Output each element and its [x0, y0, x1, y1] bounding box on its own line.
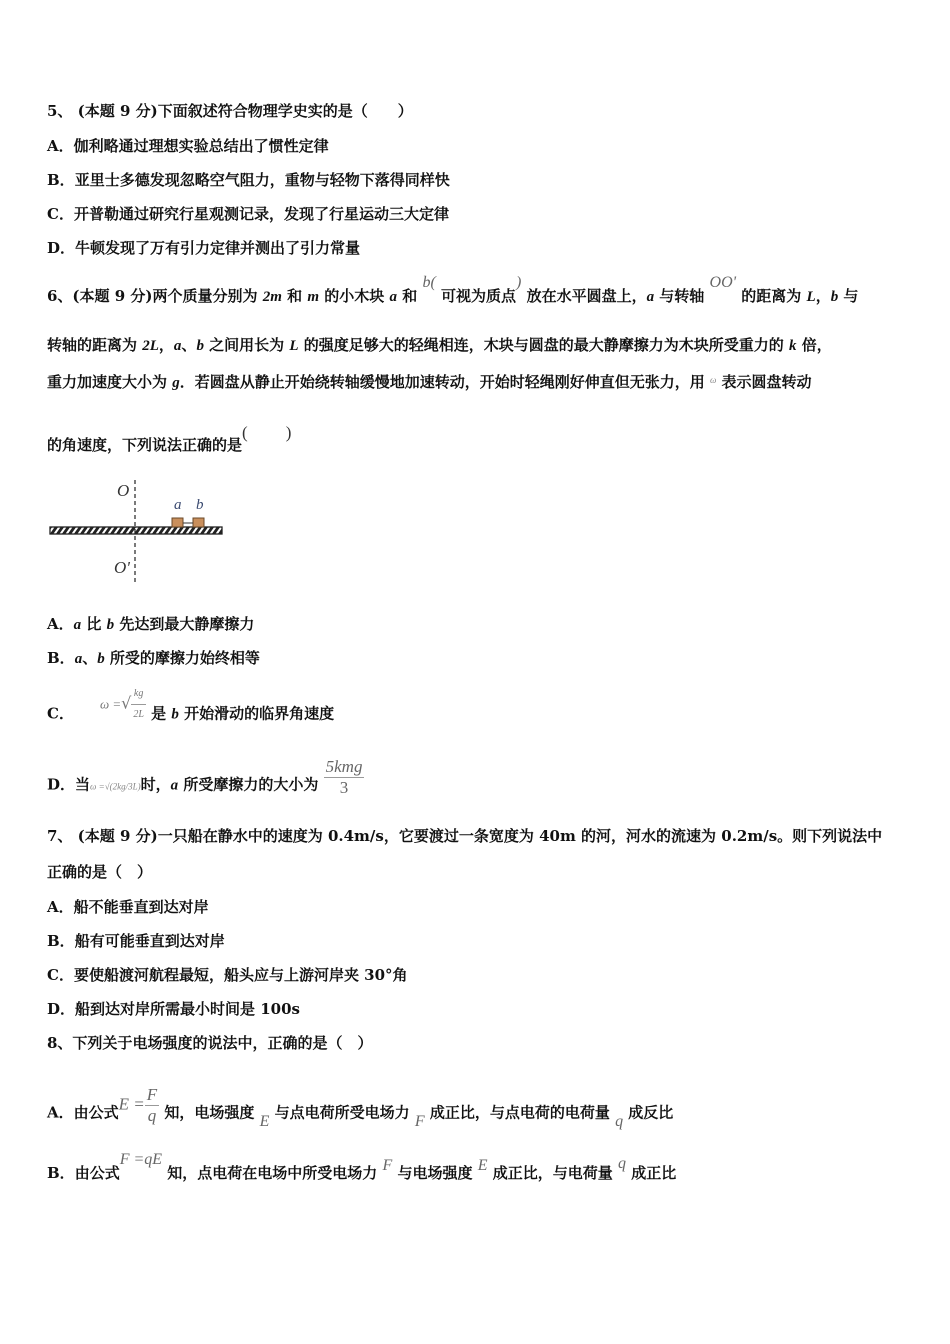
axis-label-o-prime: O'	[114, 558, 130, 577]
text: 成反比	[623, 1103, 674, 1122]
var-F: F	[414, 1112, 425, 1130]
q5-option-c	[47, 204, 449, 224]
option-label: C．	[47, 205, 74, 223]
denominator: 2L	[133, 709, 144, 720]
text: ，	[815, 287, 831, 305]
formula-lhs: E =	[118, 1094, 145, 1114]
formula-fraction	[131, 684, 146, 725]
q8-option-a	[47, 1085, 674, 1134]
var-q: q	[617, 1155, 626, 1172]
text: 成正比	[625, 1164, 677, 1182]
formula-f-equals-qe: F =qE	[119, 1151, 163, 1168]
q6-stem-line4	[47, 423, 292, 455]
q6-stem-line1	[47, 274, 859, 307]
var-b: b	[196, 338, 204, 354]
var-a: a	[73, 617, 82, 633]
math-paren: )	[516, 274, 522, 291]
text: 和	[397, 287, 423, 305]
option-label: B．	[47, 649, 75, 667]
text: 所受摩擦力的大小为	[178, 775, 324, 794]
fraction-5kmg-over-3	[324, 757, 365, 798]
option-label: A．	[47, 137, 74, 155]
var-L: L	[289, 338, 299, 354]
numerator: kg	[131, 684, 146, 705]
var-2m: 2m	[262, 289, 282, 305]
text: 成正比，与点电荷的电荷量	[424, 1103, 616, 1122]
text: 6、(本题 9 分)两个质量分别为	[47, 287, 263, 305]
option-text: 牛顿发现了万有引力定律并测出了引力常量	[75, 239, 361, 257]
q5-option-b	[47, 170, 450, 190]
text: 是	[145, 704, 172, 723]
var-F: F	[382, 1157, 393, 1174]
turntable-diagram	[47, 478, 227, 588]
text: 的距离为	[736, 287, 807, 305]
text: 所受的摩擦力始终相等	[104, 649, 260, 667]
var-a: a	[173, 338, 182, 354]
math-b-paren: b(	[422, 274, 436, 291]
text: 成正比，与电荷量	[487, 1164, 618, 1182]
q7-option-a	[47, 897, 209, 917]
option-label: B．	[47, 1164, 75, 1182]
text: 与转轴	[654, 287, 710, 305]
option-text: 亚里士多德发现忽略空气阻力，重物与轻物下落得同样快	[74, 171, 450, 189]
q6-option-c	[47, 688, 335, 735]
q6-stem-line3	[47, 372, 812, 394]
text: 比	[81, 615, 107, 633]
option-label: B．	[47, 932, 75, 950]
text: 和	[281, 287, 308, 305]
option-text: 船有可能垂直到达对岸	[74, 932, 225, 950]
var-a: a	[389, 289, 397, 305]
q6-option-a	[47, 614, 254, 635]
formula-e-equals-f-over-q	[119, 1085, 160, 1126]
option-label: C．	[47, 966, 74, 984]
text: 当	[75, 775, 91, 794]
answer-paren-close: )	[285, 423, 292, 442]
q7-stem-line1: 7、 (本题 9 分)一只船在静水中的速度为 0.4m/s，它要渡过一条宽度为 40m 的河，河水的流速为 0.2m/s。则下列说法中	[47, 827, 883, 845]
denominator: 3	[339, 778, 349, 797]
q5-option-d	[47, 238, 360, 258]
option-label: D．	[47, 775, 76, 794]
var-b: b	[106, 617, 115, 633]
text: 、	[82, 649, 98, 667]
option-text: 船到达对岸所需最小时间是 100s	[75, 1000, 300, 1018]
option-label: A．	[47, 898, 74, 916]
text: 的强度足够大的轻绳相连，木块与圆盘的最大静摩擦力为木块所受重力的	[298, 336, 790, 354]
text: 重力加速度大小为	[47, 373, 173, 391]
var-E: E	[259, 1112, 270, 1130]
var-b: b	[830, 289, 839, 305]
q7-option-d	[47, 999, 300, 1019]
text: 、	[181, 336, 197, 354]
option-text: 开普勒通过研究行星观测记录，发现了行星运动三大定律	[73, 205, 449, 223]
text: 的角速度，下列说法正确的是	[47, 436, 243, 454]
q6-option-d	[47, 757, 364, 806]
block-label-b: b	[196, 497, 204, 513]
option-text: 船不能垂直到达对岸	[73, 898, 209, 916]
var-2L: 2L	[142, 338, 159, 354]
text: 知，电场强度	[159, 1103, 260, 1122]
var-k: k	[789, 338, 797, 354]
math-axis-OO: OO'	[709, 274, 737, 291]
text: 倍，	[796, 336, 832, 354]
denominator: q	[147, 1106, 157, 1125]
text: 可视为质点	[435, 287, 517, 305]
var-b: b	[171, 706, 179, 723]
text: 与电场强度	[392, 1164, 478, 1182]
text: 表示圆盘转动	[716, 373, 812, 391]
option-text: 伽利略通过理想实验总结出了惯性定律	[73, 137, 329, 155]
numerator: F	[146, 1085, 158, 1104]
answer-paren-open: (	[242, 423, 248, 442]
var-a: a	[646, 289, 655, 305]
text: ．若圆盘从静止开始绕转轴缓慢地加速转动，开始时轻绳刚好伸直但无张力，用	[179, 373, 710, 391]
option-text: 要使船渡河航程最短，船头应与上游河岸夹 30°角	[73, 966, 408, 984]
text: 由公式	[74, 1164, 120, 1182]
text: 与点电荷所受电场力	[269, 1103, 415, 1122]
q6-option-b	[47, 648, 260, 669]
var-b: b	[97, 651, 105, 667]
var-E: E	[477, 1157, 488, 1174]
option-label: D．	[47, 1000, 76, 1018]
formula-lhs: ω =	[99, 696, 122, 712]
q7-option-b	[47, 931, 225, 951]
text: 转轴的距离为	[47, 336, 143, 354]
text: 之间用长为	[203, 336, 290, 354]
q6-stem-line2	[47, 335, 832, 356]
q7-option-c	[47, 965, 408, 985]
text: 先达到最大静摩擦力	[114, 615, 255, 633]
q5-option-a	[47, 136, 329, 156]
var-a: a	[170, 777, 179, 794]
turntable-figure	[47, 478, 227, 588]
option-label: B．	[47, 171, 75, 189]
q5-stem: 5、 (本题 9 分)下面叙述符合物理学史实的是（ ）	[47, 102, 413, 120]
var-g: g	[172, 375, 180, 391]
option-label: C．	[47, 704, 74, 723]
option-label: A．	[47, 1103, 74, 1122]
q7-stem-line2: 正确的是（ ）	[47, 863, 153, 881]
q8-stem: 8、下列关于电场强度的说法中，正确的是（ ）	[47, 1034, 373, 1052]
formula-omega-sqrt-kg-2l: ω =√ $\frac{kg}{2L}$	[100, 684, 146, 725]
option-label: D．	[47, 239, 76, 257]
text: 知，点电荷在电场中所受电场力	[162, 1164, 383, 1182]
text: 由公式	[73, 1103, 119, 1122]
var-L: L	[806, 289, 816, 305]
var-m: m	[307, 289, 320, 305]
axis-label-o: O	[117, 481, 130, 500]
block-label-a: a	[174, 497, 182, 513]
text: 开始滑动的临界角速度	[178, 704, 335, 723]
formula-omega-sqrt-2kg-3l: ω =√(2kg/3L)	[90, 781, 141, 792]
math-omega: ω	[709, 375, 717, 385]
numerator: 5kmg	[325, 757, 363, 776]
formula-fraction	[145, 1085, 159, 1126]
q8-option-b	[47, 1151, 677, 1184]
text: 放在水平圆盘上，	[521, 287, 647, 305]
text: 时，	[140, 775, 171, 794]
option-label: A．	[47, 615, 74, 633]
text: 的小木块	[319, 287, 390, 305]
var-a: a	[74, 651, 83, 667]
text: ，	[158, 336, 174, 354]
var-q: q	[615, 1112, 624, 1130]
text: 与	[838, 287, 859, 305]
